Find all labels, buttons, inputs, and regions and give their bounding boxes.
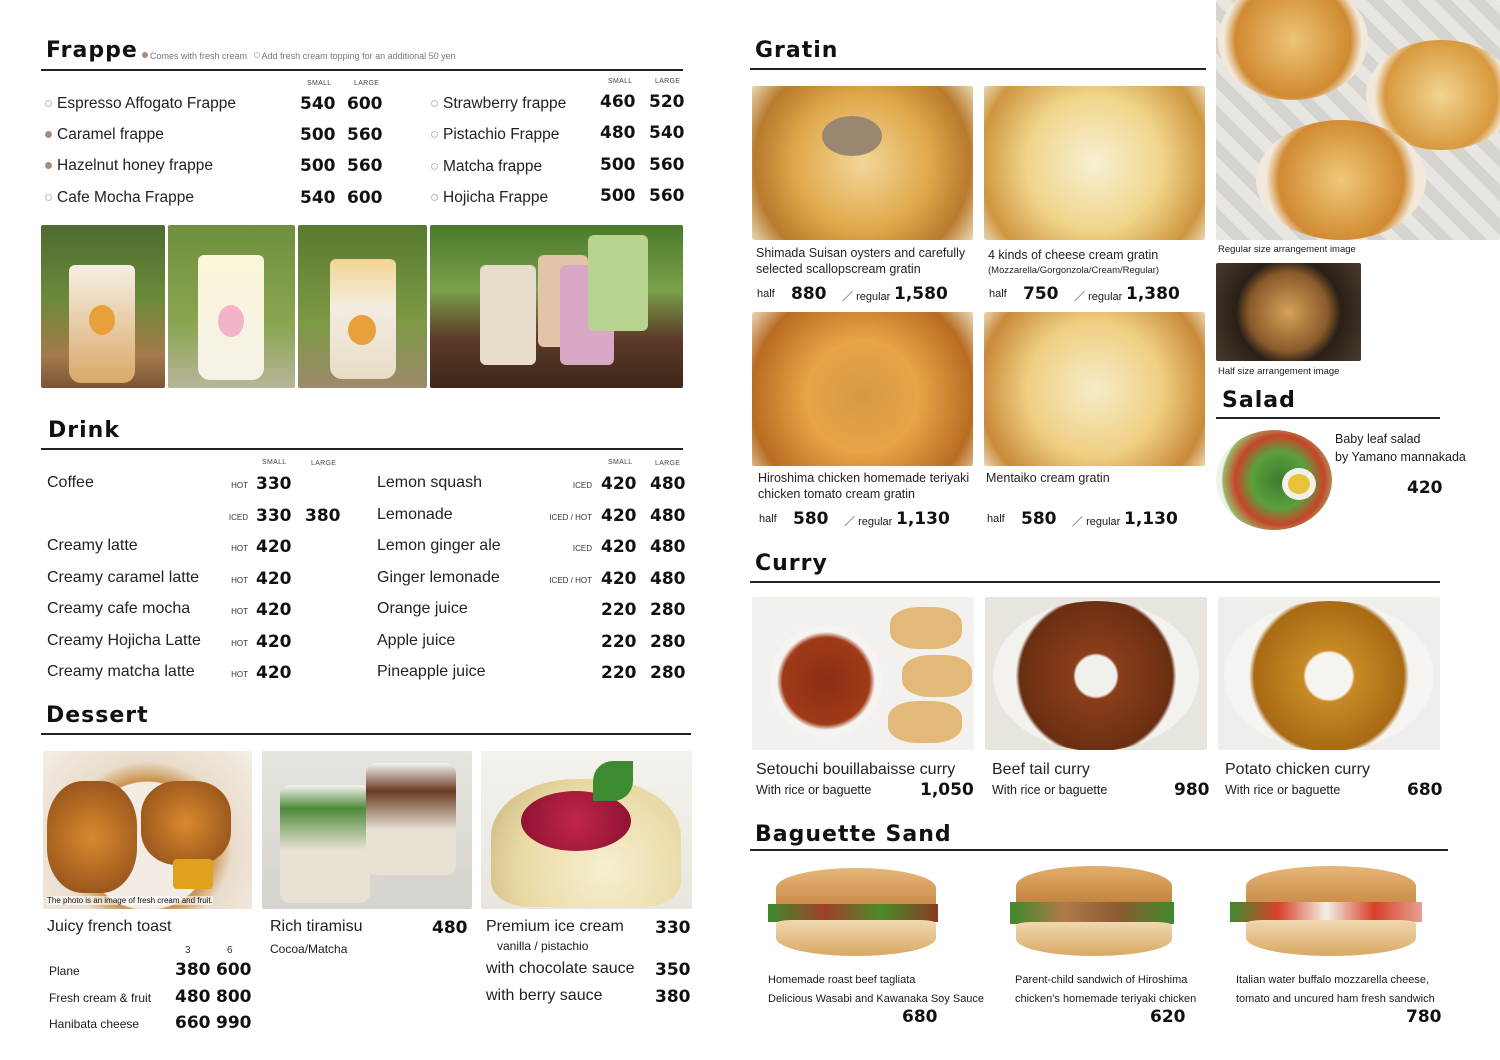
curry-name: Beef tail curry (992, 761, 1090, 778)
ice-cream-option: with chocolate sauce (486, 960, 635, 977)
drink-small-price: 420 (601, 474, 637, 494)
frappe-large-header: LARGE (354, 80, 380, 87)
gratin-half-price: 580 (793, 509, 829, 529)
drink-small-price: 420 (256, 600, 292, 620)
gratin-item-name: 4 kinds of cheese cream gratin (Mozzarella/Gorgonzola/Cream/Regular) (988, 248, 1160, 276)
toast-header-3: 3 (185, 945, 191, 956)
open-dot-icon (45, 100, 52, 107)
drink-title: Drink (48, 418, 120, 443)
curry-photo-1 (752, 597, 974, 750)
drink-small-price: 420 (601, 537, 637, 557)
baguette-name: Parent-child sandwich of Hiroshima chicken's homemade teriyaki chicken (1015, 974, 1197, 1005)
gratin-photo-4 (984, 312, 1205, 466)
half-label: half (989, 288, 1007, 300)
gratin-item-name: Hiroshima chicken homemade teriyaki chicken tomato cream gratin (758, 471, 970, 501)
ice-cream-price: 330 (655, 918, 691, 938)
drink-small-price: 220 (601, 600, 637, 620)
toast-price-3: 380 (175, 960, 211, 980)
drink-small-price: 420 (256, 569, 292, 589)
ice-cream-sub: vanilla / pistachio (497, 939, 589, 953)
drink-item-name: Creamy cafe mocha (47, 600, 191, 617)
frappe-large-price: 560 (649, 155, 685, 175)
open-dot-icon (254, 52, 260, 58)
frappe-small-price: 480 (600, 123, 636, 143)
half-caption: Half size arrangement image (1218, 366, 1340, 377)
curry-title: Curry (755, 551, 828, 576)
frappe-item: Hojicha Frappe (431, 189, 548, 207)
frappe-item: Strawberry frappe (431, 95, 566, 113)
gratin-regular-photo (1216, 0, 1500, 240)
gratin-title: Gratin (755, 38, 839, 63)
salad-price: 420 (1407, 478, 1443, 498)
ice-cream-option-price: 350 (655, 960, 691, 980)
frappe-small-header-2: SMALL (608, 78, 633, 85)
curry-name: Setouchi bouillabaisse curry (756, 761, 956, 778)
frappe-large-price: 560 (347, 156, 383, 176)
gratin-photo-3 (752, 312, 973, 466)
ice-cream-option-price: 380 (655, 987, 691, 1007)
gratin-regular-price: 1,130 (896, 509, 950, 529)
frappe-small-price: 500 (300, 156, 336, 176)
frappe-note: Comes with fresh cream Add fresh cream topping for an additional 50 yen (142, 51, 456, 61)
toast-price-6: 600 (216, 960, 252, 980)
toast-option: Fresh cream & fruit (49, 991, 152, 1005)
french-toast-photo (43, 751, 252, 909)
gratin-photo-2 (984, 86, 1205, 240)
frappe-photo-2 (168, 225, 295, 388)
drink-item-name: Lemon ginger ale (377, 537, 501, 554)
drink-temp: HOT (231, 639, 248, 648)
baguette-price: 780 (1406, 1007, 1442, 1027)
ice-cream-option: with berry sauce (486, 987, 603, 1004)
frappe-large-price: 600 (347, 188, 383, 208)
curry-price: 980 (1174, 780, 1210, 800)
drink-temp: HOT (231, 607, 248, 616)
half-label: half (987, 513, 1005, 525)
drink-temp: HOT (231, 544, 248, 553)
frappe-photo-3 (298, 225, 427, 388)
curry-sub: With rice or baguette (756, 783, 872, 797)
drink-large-price: 480 (650, 569, 686, 589)
filled-dot-icon (142, 52, 148, 58)
drink-item-name: Orange juice (377, 600, 468, 617)
drink-temp: ICED (572, 481, 592, 490)
toast-price-3: 660 (175, 1013, 211, 1033)
drink-small-price: 420 (601, 569, 637, 589)
frappe-large-price: 560 (649, 186, 685, 206)
photo-note: The photo is an image of fresh cream and fruit. (47, 896, 213, 905)
curry-price: 1,050 (920, 780, 974, 800)
baguette-photo-3 (1228, 866, 1424, 960)
drink-temp: ICED / HOT (549, 513, 592, 522)
drink-small-price: 420 (256, 537, 292, 557)
baguette-price: 680 (902, 1007, 938, 1027)
dessert-title: Dessert (46, 703, 149, 728)
gratin-half-price: 750 (1023, 284, 1059, 304)
half-label: half (757, 288, 775, 300)
drink-item-name: Creamy Hojicha Latte (47, 632, 201, 649)
toast-price-3: 480 (175, 987, 211, 1007)
gratin-regular-price: 1,130 (1124, 509, 1178, 529)
drink-small-price: 420 (256, 663, 292, 683)
drink-large-price: 380 (305, 506, 341, 526)
drink-item-name: Creamy latte (47, 537, 138, 554)
tiramisu-photo (262, 751, 472, 909)
curry-sub: With rice or baguette (1225, 783, 1341, 797)
gratin-item-name: Mentaiko cream gratin (986, 471, 1110, 485)
gratin-half-price: 880 (791, 284, 827, 304)
drink-item-name: Apple juice (377, 632, 456, 649)
open-dot-icon (431, 100, 438, 107)
gratin-item-name: Shimada Suisan oysters and carefully selected scallopscream gratin (756, 246, 966, 276)
filled-dot-icon (45, 131, 52, 138)
drink-item-name: Pineapple juice (377, 663, 486, 680)
frappe-item: Espresso Affogato Frappe (45, 95, 236, 113)
frappe-small-price: 500 (600, 186, 636, 206)
frappe-large-price: 520 (649, 92, 685, 112)
ice-cream-name: Premium ice cream (486, 918, 624, 935)
half-label: half (759, 513, 777, 525)
drink-small-price: 330 (256, 474, 292, 494)
regular-label: ／ regular (844, 516, 893, 528)
curry-name: Potato chicken curry (1225, 761, 1370, 778)
drink-small-price: 330 (256, 506, 292, 526)
regular-label: ／ regular (1074, 291, 1123, 303)
ice-cream-photo (481, 751, 692, 909)
drink-temp: ICED / HOT (549, 576, 592, 585)
drink-temp: HOT (231, 670, 248, 679)
curry-price: 680 (1407, 780, 1443, 800)
drink-small-price: 220 (601, 632, 637, 652)
drink-item-name: Creamy matcha latte (47, 663, 195, 680)
salad-title: Salad (1222, 388, 1296, 413)
toast-option: Plane (49, 964, 80, 978)
drink-temp: HOT (231, 481, 248, 490)
frappe-large-price: 600 (347, 94, 383, 114)
toast-header-6: 6 (227, 945, 233, 956)
drink-large-price: 480 (650, 506, 686, 526)
gratin-half-price: 580 (1021, 509, 1057, 529)
frappe-small-price: 500 (600, 155, 636, 175)
open-dot-icon (431, 194, 438, 201)
regular-caption: Regular size arrangement image (1218, 244, 1356, 255)
drink-item-name: Lemonade (377, 506, 453, 523)
frappe-photo-1 (41, 225, 165, 388)
drink-small-price: 220 (601, 663, 637, 683)
regular-label: ／ regular (1072, 516, 1121, 528)
frappe-small-price: 540 (300, 188, 336, 208)
curry-photo-3 (1218, 597, 1440, 750)
toast-option: Hanibata cheese (49, 1017, 140, 1031)
drink-large-price: 280 (650, 663, 686, 683)
drink-item-name: Creamy caramel latte (47, 569, 200, 586)
tiramisu-name: Rich tiramisu (270, 918, 363, 935)
drink-small-header-2: SMALL (608, 459, 633, 466)
drink-large-header: LARGE (311, 460, 337, 467)
frappe-large-price: 540 (649, 123, 685, 143)
frappe-small-price: 540 (300, 94, 336, 114)
frappe-large-price: 560 (347, 125, 383, 145)
drink-large-price: 280 (650, 600, 686, 620)
drink-large-header-2: LARGE (655, 460, 681, 467)
curry-photo-2 (985, 597, 1207, 750)
salad-name: Baby leaf salad by Yamano mannakada (1335, 432, 1466, 464)
drink-item-name: Coffee (47, 474, 94, 491)
drink-item-name: Lemon squash (377, 474, 482, 491)
open-dot-icon (45, 194, 52, 201)
drink-small-price: 420 (601, 506, 637, 526)
drink-temp: ICED (572, 544, 592, 553)
gratin-regular-price: 1,380 (1126, 284, 1180, 304)
curry-sub: With rice or baguette (992, 783, 1108, 797)
regular-label: ／ regular (842, 291, 891, 303)
drink-large-price: 480 (650, 537, 686, 557)
french-toast-name: Juicy french toast (47, 918, 172, 935)
baguette-price: 620 (1150, 1007, 1186, 1027)
drink-large-price: 280 (650, 632, 686, 652)
open-dot-icon (431, 163, 438, 170)
drink-temp: ICED (228, 513, 248, 522)
frappe-title: Frappe (46, 38, 138, 63)
frappe-item: Cafe Mocha Frappe (45, 189, 194, 207)
drink-small-header: SMALL (262, 459, 287, 466)
gratin-half-photo (1216, 263, 1361, 361)
drink-temp: HOT (231, 576, 248, 585)
frappe-photo-4 (430, 225, 683, 388)
toast-price-6: 990 (216, 1013, 252, 1033)
open-dot-icon (431, 131, 438, 138)
tiramisu-sub: Cocoa/Matcha (270, 942, 348, 956)
gratin-regular-price: 1,580 (894, 284, 948, 304)
frappe-item: Matcha frappe (431, 158, 542, 176)
frappe-large-header-2: LARGE (655, 78, 681, 85)
gratin-photo-1 (752, 86, 973, 240)
drink-small-price: 420 (256, 632, 292, 652)
baguette-title: Baguette Sand (755, 822, 952, 847)
baguette-name: Homemade roast beef tagliata Delicious Wasabi and Kawanaka Soy Sauce (768, 974, 985, 1005)
frappe-item: Pistachio Frappe (431, 126, 559, 144)
baguette-photo-1 (766, 868, 942, 960)
drink-large-price: 480 (650, 474, 686, 494)
frappe-item: Caramel frappe (45, 126, 164, 144)
baguette-photo-2 (1008, 866, 1176, 960)
baguette-name: Italian water buffalo mozzarella cheese, tomato and uncured ham fresh sandwich (1236, 974, 1435, 1005)
frappe-item: Hazelnut honey frappe (45, 157, 213, 175)
frappe-small-header: SMALL (307, 80, 332, 87)
frappe-small-price: 500 (300, 125, 336, 145)
salad-photo (1216, 430, 1332, 530)
filled-dot-icon (45, 162, 52, 169)
frappe-small-price: 460 (600, 92, 636, 112)
toast-price-6: 800 (216, 987, 252, 1007)
tiramisu-price: 480 (432, 918, 468, 938)
drink-item-name: Ginger lemonade (377, 569, 500, 586)
